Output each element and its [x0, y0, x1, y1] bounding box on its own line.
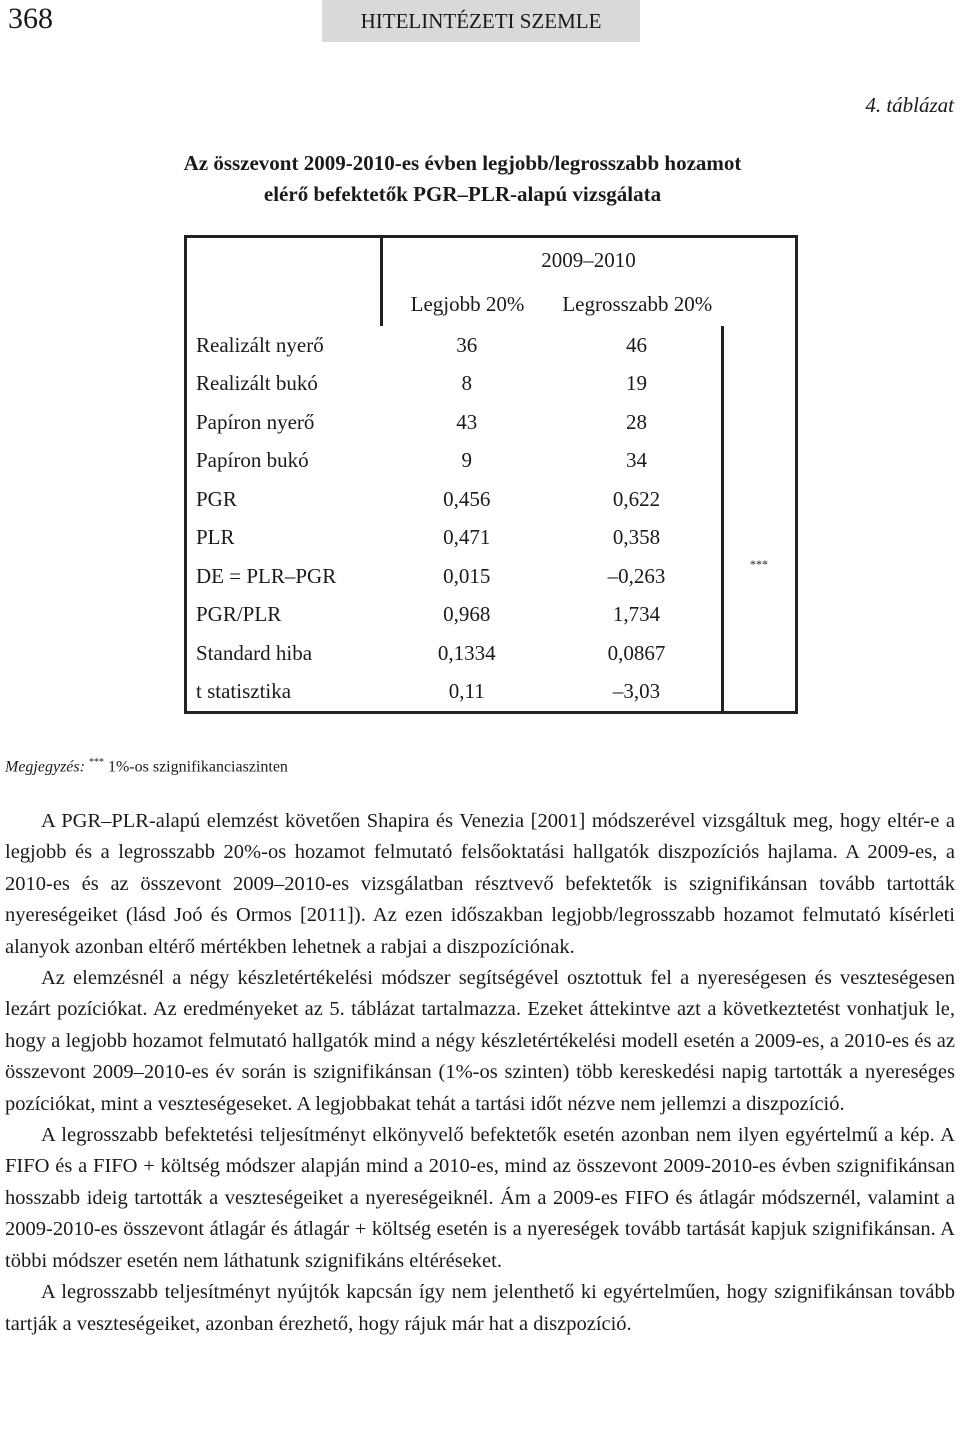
paragraph-4: A legrosszabb teljesítményt nyújtók kapcsán így nem jelenthető ki egyértelműen, hogy szignifikánsan tovább tartják a veszteségeiket, azonban érezhető, hogy rájuk már hat a diszpozíció.: [5, 1281, 955, 1335]
table-row: [186, 480, 797, 519]
significance-cell: [722, 673, 796, 713]
note-text: 1%-os szignifikanciaszinten: [107, 758, 288, 776]
best-value: 0,471: [443, 525, 491, 550]
best-value: 9: [461, 448, 472, 473]
worst-value: 1,734: [612, 602, 661, 627]
worst-value: 46: [626, 332, 647, 357]
table-row: [186, 596, 797, 635]
row-label: PGR/PLR: [196, 602, 282, 627]
table-row: [186, 365, 797, 404]
worst-20-header: Legrosszabb 20%: [562, 291, 713, 316]
table-title-line-1: Az összevont 2009-2010-es évben legjobb/legrosszabb hozamot: [183, 151, 742, 175]
row-label: PGR: [196, 486, 237, 511]
significance-cell: ***: [722, 557, 796, 596]
significance-cell: [722, 634, 796, 673]
empty-corner-cell: [186, 237, 382, 327]
worst-value: 34: [626, 448, 647, 473]
paragraph-2: Az elemzésnél a négy készletértékelési módszer segítségével osztottuk fel a nyereségesen és veszteségesen lezárt pozíciókat. Az eredményeket az 5. táblázat tartalmazza. Ezeket áttekintve azt a következtetést vonhatjuk le, hogy a legjobb hozamot felmutató hallgatók mind a négy készletértékelési modell esetén a 2009-es, a 2010-es és az összevont 2009–2010-es év során is szignifikánsan (1%-os szinten) több kereskedési napig tartották a nyereséges pozíciókat, mint a veszteségeseket. A legjobbakat tehát a tartási időt nézve nem jellemzi a diszpozíció.: [5, 967, 955, 1115]
table-row: [186, 557, 797, 596]
results-table: [184, 235, 798, 714]
row-label: Standard hiba: [196, 640, 313, 665]
page-number: 368: [8, 2, 53, 35]
table-body: [186, 326, 797, 713]
table-note: [5, 757, 288, 776]
best-value: 0,456: [443, 486, 491, 511]
worst-value: 0,358: [612, 525, 661, 550]
worst-value: 19: [626, 371, 647, 396]
best-value: 8: [461, 371, 472, 396]
best-value: 36: [456, 332, 478, 357]
journal-title: HITELINTÉZETI SZEMLE: [322, 0, 640, 42]
significance-cell: [722, 442, 796, 481]
worst-value: 0,0867: [607, 640, 666, 665]
significance-cell: [722, 480, 796, 519]
table-row: [186, 673, 797, 713]
worst-value: 0,622: [612, 486, 661, 511]
paragraph-1: A PGR–PLR-alapú elemzést követően Shapira és Venezia [2001] módszerével vizsgáltuk meg, hogy eltér-e a legjobb és a legrosszabb 20%-os hozamot felmutató felsőoktatási hallgatók diszpozíciós hajlama. A 2009-es, a 2010-es és az összevont 2009–2010-es vizsgálatban résztvevő befektetők is szignifikánsan tovább tartották nyereségeiket (lásd Joó és Ormos [2011]). Az ezen időszakban legjobb/legrosszabb hozamot felmutató kísérleti alanyok azonban eltérő mértékben lehetnek a rabjai a diszpozíciónak.: [5, 810, 955, 958]
best-value: 0,015: [443, 563, 491, 588]
worst-value: 28: [626, 409, 647, 434]
table-row: [186, 519, 797, 558]
significance-cell: [722, 326, 796, 365]
row-label: Realizált nyerő: [196, 332, 324, 357]
body-text: [5, 806, 955, 1340]
table-title: [0, 148, 925, 210]
significance-cell: [722, 596, 796, 635]
best-value: 0,1334: [437, 640, 496, 665]
header-spacer: [722, 282, 796, 326]
row-label: Realizált bukó: [196, 371, 318, 396]
row-label: Papíron bukó: [196, 448, 309, 473]
row-label: DE = PLR–PGR: [196, 563, 337, 588]
table-row: [186, 403, 797, 442]
paragraph-3: A legrosszabb befektetési teljesítményt elkönyvelő befektetők esetén azonban nem ilyen egyértelmű a kép. A FIFO és a FIFO + költség módszer alapján mind a 2010-es, mind az összevont 2009-2010-es évben szignifikánsan hosszabb ideig tartották a veszteségeiket a nyereségeiknél. Ám a 2009-es FIFO és átlagár módszernél, valamint a 2009-2010-es összevont átlagár és átlagár + költség esetén is a nyereségek tovább tartását kapjuk szignifikánsan. A többi módszer esetén nem láthatunk szignifikáns eltéréseket.: [5, 1124, 955, 1272]
row-label: Papíron nyerő: [196, 409, 315, 434]
significance-cell: [722, 519, 796, 558]
best-value: 0,968: [443, 602, 491, 627]
note-label: Megjegyzés:: [5, 758, 85, 776]
significance-cell: [722, 365, 796, 404]
period-header: 2009–2010: [541, 247, 636, 272]
best-20-header: Legjobb 20%: [410, 291, 525, 316]
row-label: t statisztika: [196, 679, 292, 704]
table-row: [186, 326, 797, 365]
table-row: [186, 442, 797, 481]
table-title-line-2: elérő befektetők PGR–PLR-alapú vizsgálata: [263, 182, 662, 206]
significance-cell: [722, 403, 796, 442]
best-value: 0,11: [448, 679, 485, 704]
table-number: 4. táblázat: [865, 93, 954, 117]
row-label: PLR: [196, 525, 235, 550]
worst-value: –0,263: [607, 563, 666, 588]
significance-mark: ***: [88, 757, 104, 768]
table-row: [186, 634, 797, 673]
worst-value: –3,03: [612, 679, 661, 704]
best-value: 43: [456, 409, 478, 434]
